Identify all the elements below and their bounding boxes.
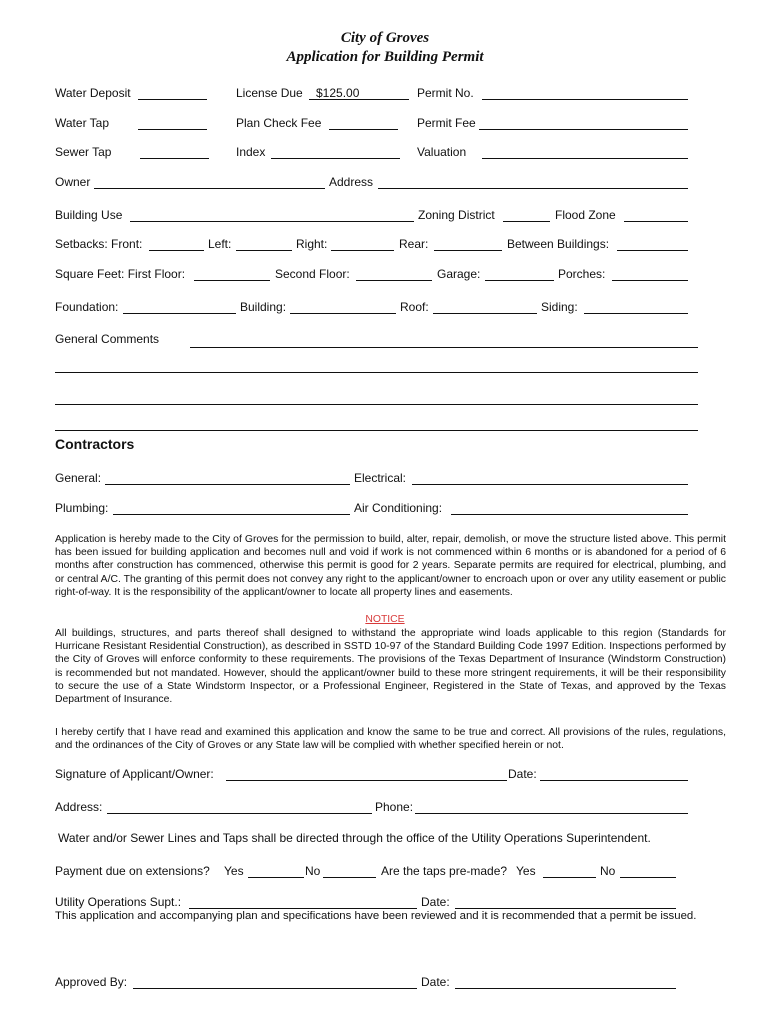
valuation-field[interactable] <box>482 158 688 159</box>
contractors-heading: Contractors <box>55 436 135 452</box>
payment-no-label: No <box>305 864 321 878</box>
building-material-label: Building: <box>240 300 287 314</box>
approved-by-label: Approved By: <box>55 975 128 989</box>
plumbing-contractor-label: Plumbing: <box>55 501 109 515</box>
payment-no-field[interactable] <box>323 877 376 878</box>
applicant-address-label: Address: <box>55 800 103 814</box>
license-due-label: License Due <box>236 86 303 100</box>
general-contractor-label: General: <box>55 471 102 485</box>
foundation-label: Foundation: <box>55 300 119 314</box>
zoning-district-field[interactable] <box>503 221 550 222</box>
plan-check-fee-label: Plan Check Fee <box>236 116 322 130</box>
applicant-signature-label: Signature of Applicant/Owner: <box>55 767 214 781</box>
owner-label: Owner <box>55 175 91 189</box>
index-label: Index <box>236 145 266 159</box>
ac-contractor-label: Air Conditioning: <box>354 501 443 515</box>
sewer-tap-label: Sewer Tap <box>55 145 112 159</box>
application-text: Application is hereby made to the City of Groves for the permission to build, alter, repair, demolish, or move the structure listed above. This permit has been issued for building application and becomes null and void if work is not commenced within 6 months or is abandoned for a period of 6 months after construction has commenced, otherwise this permit is good for 2 years. Separate permits are required for electrical, plumbing, and or central A/C. The granting of this permit does not convey any right to the applicant/owner to encroach upon or over any utility easement or public right-of-way. It is the responsibility of the applicant/owner to locate all property lines and easements. <box>55 534 726 598</box>
form-title: Application for Building Permit <box>286 49 484 65</box>
building-material-field[interactable] <box>290 313 396 314</box>
taps-yes-label: Yes <box>516 864 536 878</box>
garage-label: Garage: <box>437 267 481 281</box>
second-floor-label: Second Floor: <box>275 267 350 281</box>
certify-text: I hereby certify that I have read and examined this application and know the same to be true and correct. All provisions of the rules, regulations, and the ordinances of the City of Groves or any State law will be complied with whether specified herein or not. <box>55 727 726 752</box>
notice-text: All buildings, structures, and parts thereof shall designed to withstand the appropriate wind loads applicable to this region (Standards for Hurricane Resistant Residential Construction), as described in SSTD 10-97 of the Standard Building Code 1997 Edition. Inspections performed by the City of Groves will enforce conformity to these requirements. The provisions of the Texas Department of Insurance (Windstorm Construction) is recommended but not mandated. However, should the applicant/owner build to these more stringent requirements, it will be their responsibility to secure the use of a State Windstorm Inspector, or a Professional Engineer, Registered in the State of Texas, and approved by the Texas Department of Insurance. <box>55 628 726 706</box>
owner-field[interactable] <box>94 188 325 189</box>
taps-premade-label: Are the taps pre-made? <box>381 864 508 878</box>
setback-between-label: Between Buildings: <box>507 237 610 251</box>
taps-no-field[interactable] <box>620 877 676 878</box>
electrical-contractor-label: Electrical: <box>354 471 407 485</box>
plumbing-contractor-field[interactable] <box>113 514 350 515</box>
phone-label: Phone: <box>375 800 414 814</box>
license-due-value: $125.00 <box>316 86 360 100</box>
siding-field[interactable] <box>584 313 688 314</box>
first-floor-field[interactable] <box>194 280 270 281</box>
garage-field[interactable] <box>485 280 554 281</box>
setback-rear-label: Rear: <box>399 237 429 251</box>
setback-left-field[interactable] <box>236 250 292 251</box>
general-comments-label: General Comments <box>55 332 160 346</box>
electrical-contractor-field[interactable] <box>412 484 688 485</box>
approved-date-label: Date: <box>421 975 450 989</box>
permit-fee-field[interactable] <box>479 129 688 130</box>
setback-rear-field[interactable] <box>434 250 502 251</box>
city-name: City of Groves <box>340 30 430 46</box>
zoning-district-label: Zoning District <box>418 208 495 222</box>
plan-check-fee-field[interactable] <box>329 129 398 130</box>
phone-field[interactable] <box>415 813 688 814</box>
review-text: This application and accompanying plan and specifications have been reviewed and it is recommended that a permit be issued. <box>55 910 697 922</box>
porches-field[interactable] <box>612 280 688 281</box>
address-label: Address <box>329 175 374 189</box>
setback-right-label: Right: <box>296 237 328 251</box>
water-deposit-field[interactable] <box>138 99 207 100</box>
flood-zone-label: Flood Zone <box>555 208 616 222</box>
utility-note: Water and/or Sewer Lines and Taps shall be directed through the office of the Utility Operations Superintendent. <box>58 831 651 845</box>
setback-left-label: Left: <box>208 237 232 251</box>
building-use-field[interactable] <box>130 221 414 222</box>
comments-line-4[interactable] <box>55 430 698 431</box>
notice-heading: NOTICE <box>365 614 405 625</box>
payment-yes-label: Yes <box>224 864 244 878</box>
signature-date-label: Date: <box>508 767 537 781</box>
applicant-address-field[interactable] <box>107 813 372 814</box>
index-field[interactable] <box>271 158 400 159</box>
comments-line-2[interactable] <box>55 372 698 373</box>
approved-date-field[interactable] <box>455 988 676 989</box>
water-tap-label: Water Tap <box>55 116 110 130</box>
permit-fee-label: Permit Fee <box>417 116 476 130</box>
first-floor-label: Square Feet: First Floor: <box>55 267 186 281</box>
setback-front-label: Setbacks: Front: <box>55 237 143 251</box>
applicant-signature-field[interactable] <box>226 780 507 781</box>
roof-field[interactable] <box>433 313 537 314</box>
porches-label: Porches: <box>558 267 606 281</box>
permit-no-field[interactable] <box>482 99 688 100</box>
address-field[interactable] <box>378 188 688 189</box>
signature-date-field[interactable] <box>540 780 688 781</box>
foundation-field[interactable] <box>123 313 236 314</box>
setback-right-field[interactable] <box>331 250 394 251</box>
water-deposit-label: Water Deposit <box>55 86 131 100</box>
payment-yes-field[interactable] <box>248 877 304 878</box>
approved-by-field[interactable] <box>133 988 417 989</box>
taps-no-label: No <box>600 864 616 878</box>
utility-supt-label: Utility Operations Supt.: <box>55 895 182 909</box>
roof-label: Roof: <box>400 300 429 314</box>
supt-date-label: Date: <box>421 895 450 909</box>
payment-due-label: Payment due on extensions? <box>55 864 210 878</box>
sewer-tap-field[interactable] <box>140 158 209 159</box>
permit-no-label: Permit No. <box>417 86 474 100</box>
second-floor-field[interactable] <box>356 280 432 281</box>
siding-label: Siding: <box>541 300 578 314</box>
flood-zone-field[interactable] <box>624 221 688 222</box>
comments-line-1[interactable] <box>190 347 698 348</box>
ac-contractor-field[interactable] <box>451 514 688 515</box>
setback-front-field[interactable] <box>149 250 204 251</box>
comments-line-3[interactable] <box>55 404 698 405</box>
water-tap-field[interactable] <box>138 129 207 130</box>
taps-yes-field[interactable] <box>543 877 596 878</box>
valuation-label: Valuation <box>417 145 467 159</box>
building-use-label: Building Use <box>55 208 123 222</box>
setback-between-field[interactable] <box>617 250 688 251</box>
general-contractor-field[interactable] <box>105 484 350 485</box>
